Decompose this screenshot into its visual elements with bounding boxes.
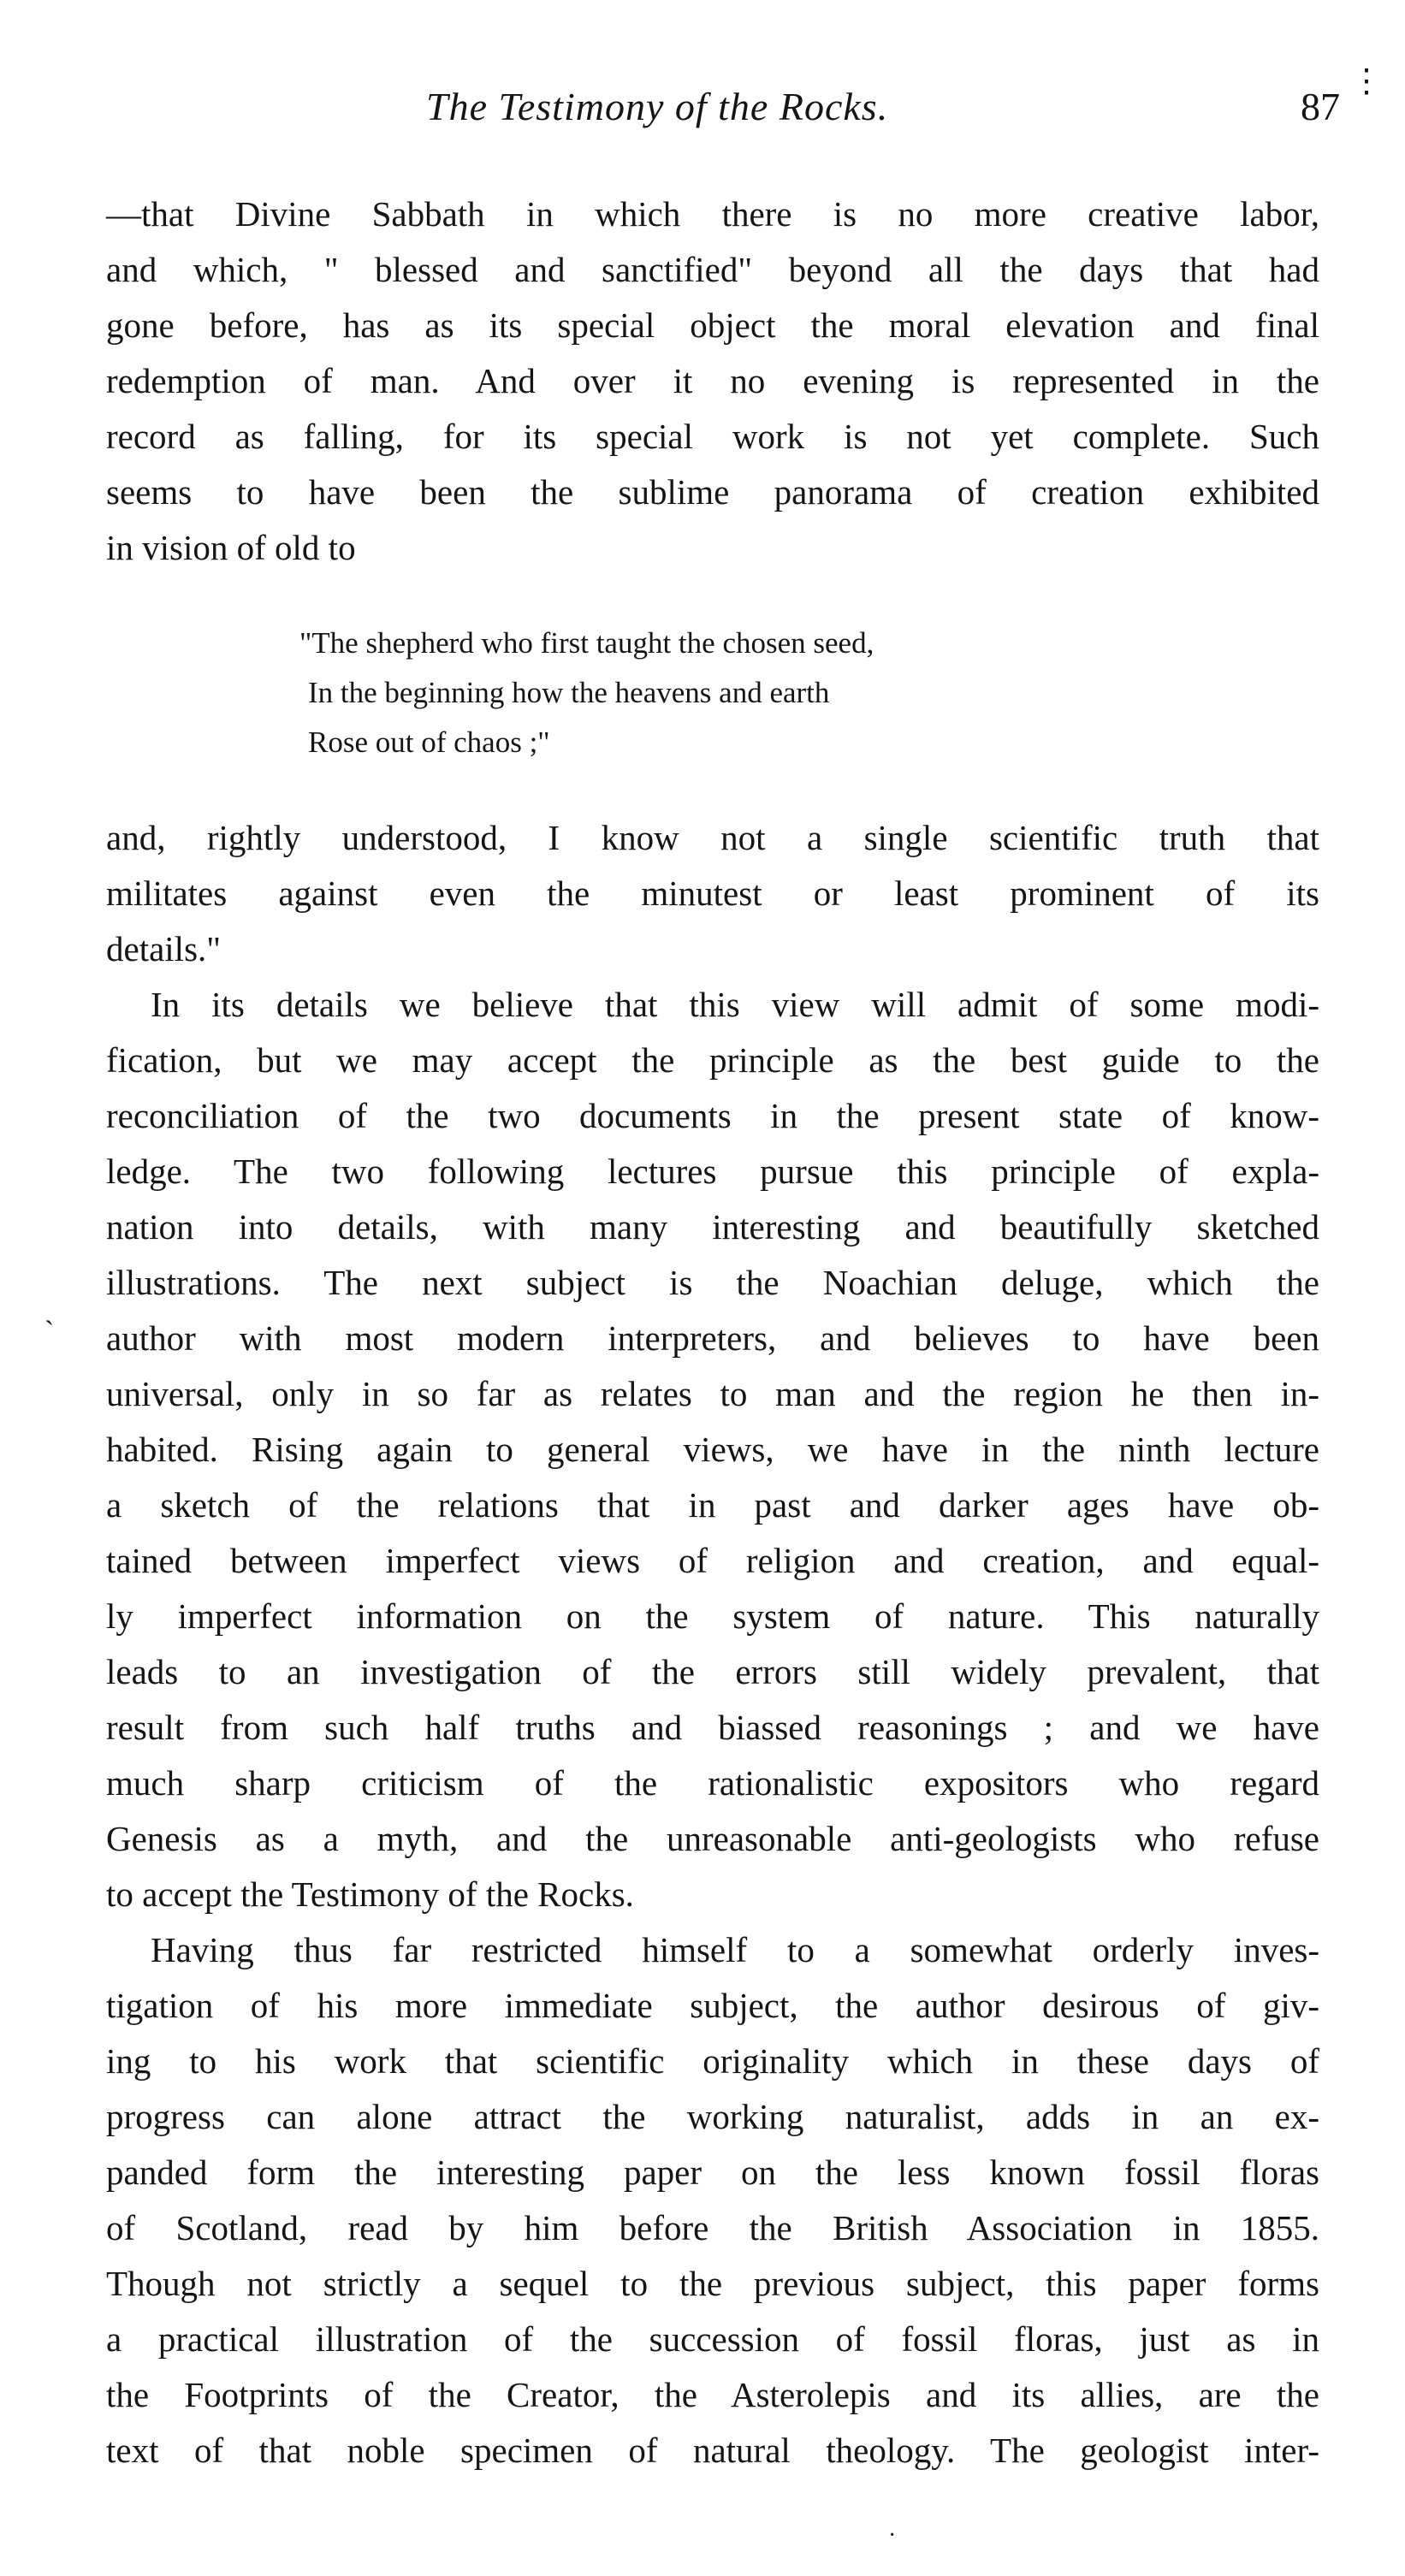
text-line: details." (106, 929, 222, 968)
margin-tick: ` (44, 1316, 55, 1347)
text-line: leads to an investigation of the errors still widely prevalent, that (106, 1652, 1319, 1691)
quote-line: "The shepherd who first taught the chosen seed, (299, 626, 874, 660)
text-line: redemption of man. And over it no evening is represented in the (106, 361, 1319, 400)
text-line: to accept the Testimony of the Rocks. (106, 1874, 634, 1914)
text-line: Having thus far restricted himself to a somewhat orderly inves- (151, 1930, 1319, 1969)
text-line: fication, but we may accept the principle as the best guide to the (106, 1040, 1319, 1080)
text-line: habited. Rising again to general views, we have in the ninth lecture (106, 1430, 1319, 1469)
paragraph-details (106, 977, 1319, 1922)
text-line: author with most modern interpreters, and believes to have been (106, 1318, 1319, 1358)
paragraph-quote-resume (106, 810, 1319, 977)
text-line: tained between imperfect views of religion and creation, and equal- (106, 1541, 1319, 1580)
text-line: Though not strictly a sequel to the previous subject, this paper forms (106, 2264, 1319, 2303)
text-line: militates against even the minutest or least prominent of its (106, 873, 1319, 913)
running-title: The Testimony of the Rocks. (426, 85, 889, 128)
text-line: gone before, has as its special object the moral elevation and final (106, 305, 1319, 345)
text-line: universal, only in so far as relates to man and the region he then in- (106, 1374, 1319, 1413)
quote-line: In the beginning how the heavens and earth (308, 676, 830, 709)
text-line: a practical illustration of the succession of fossil floras, just as in (106, 2319, 1319, 2359)
running-head (0, 84, 1405, 144)
text-line: result from such half truths and biassed reasonings ; and we have (106, 1708, 1319, 1747)
foot-dot: · (888, 2522, 897, 2549)
paragraph-continuation (106, 187, 1319, 576)
page-number: 87 (1301, 85, 1340, 128)
text-line: of Scotland, read by him before the British Association in 1855. (106, 2208, 1319, 2247)
text-line: and which, " blessed and sanctified" beyond all the days that had (106, 250, 1319, 289)
text-line: —that Divine Sabbath in which there is no more creative labor, (106, 194, 1319, 234)
text-line: the Footprints of the Creator, the Asterolepis and its allies, are the (106, 2375, 1319, 2414)
text-line: tigation of his more immediate subject, the author desirous of giv- (106, 1986, 1319, 2025)
text-line: illustrations. The next subject is the Noachian deluge, which the (106, 1263, 1319, 1302)
text-line: ly imperfect information on the system of nature. This naturally (106, 1596, 1319, 1636)
text-line: ing to his work that scientific originality which in these days of (106, 2041, 1319, 2081)
paragraph-scotland-floras (106, 1922, 1319, 2478)
block-quote (299, 619, 1164, 767)
text-line: nation into details, with many interesting and beautifully sketched (106, 1207, 1319, 1247)
text-line: Genesis as a myth, and the unreasonable anti-geologists who refuse (106, 1819, 1319, 1858)
text-line: In its details we believe that this view will admit of some modi- (151, 985, 1319, 1024)
quote-line: Rose out of chaos ;" (308, 725, 550, 759)
text-line: panded form the interesting paper on the less known fossil floras (106, 2153, 1319, 2192)
text-line: text of that noble specimen of natural theology. The geologist inter- (106, 2431, 1319, 2470)
text-line: record as falling, for its special work is not yet complete. Such (106, 417, 1319, 456)
edge-mark: ⋮ (1350, 63, 1383, 99)
text-line: and, rightly understood, I know not a single scientific truth that (106, 818, 1319, 857)
text-line: ledge. The two following lectures pursue this principle of expla- (106, 1152, 1319, 1191)
text-line: much sharp criticism of the rationalistic expositors who regard (106, 1763, 1319, 1803)
text-line: a sketch of the relations that in past and darker ages have ob- (106, 1485, 1319, 1525)
text-line: in vision of old to (106, 528, 356, 567)
text-line: seems to have been the sublime panorama of creation exhibited (106, 472, 1319, 512)
text-line: progress can alone attract the working naturalist, adds in an ex- (106, 2097, 1319, 2136)
text-line: reconciliation of the two documents in the present state of know- (106, 1096, 1319, 1135)
body-text (106, 187, 1319, 2478)
